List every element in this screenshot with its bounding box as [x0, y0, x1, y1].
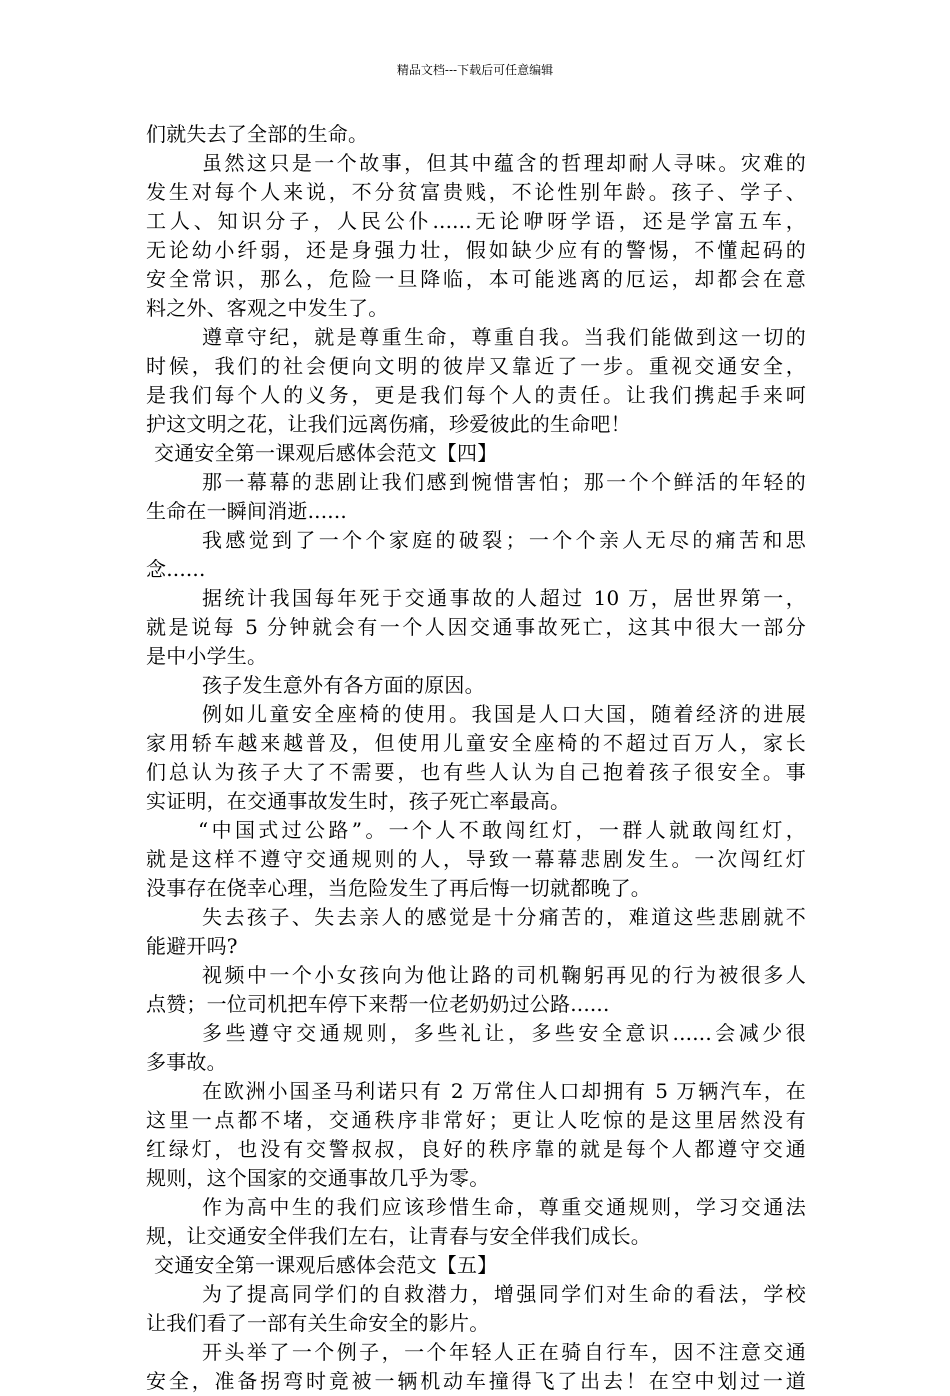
- text-line: 实证明，在交通事故发生时，孩子死亡率最高。: [146, 789, 571, 813]
- text-line: 工人、知识分子，人民公仆......无论咿呀学语，还是学富五车，: [146, 209, 806, 233]
- text-line: 失去孩子、失去亲人的感觉是十分痛苦的，难道这些悲剧就不: [202, 905, 806, 929]
- text-line: 多些遵守交通规则，多些礼让，多些安全意识......会减少很: [202, 1021, 806, 1045]
- text-line: 我感觉到了一个个家庭的破裂；一个个亲人无尽的痛苦和思: [202, 528, 806, 552]
- text-line: 让我们看了一部有关生命安全的影片。: [146, 1311, 490, 1335]
- text-line: 就是这样不遵守交通规则的人，导致一幕幕悲剧发生。一次闯红灯: [146, 847, 806, 871]
- text-line: 视频中一个小女孩向为他让路的司机鞠躬再见的行为被很多人: [202, 963, 806, 987]
- text-line: 这里一点都不堵，交通秩序非常好；更让人吃惊的是这里居然没有: [146, 1108, 806, 1132]
- text-line: 料之外、客观之中发生了。: [146, 296, 389, 320]
- text-line: 生命在一瞬间消逝......: [146, 499, 347, 523]
- text-line: 作为高中生的我们应该珍惜生命，尊重交通规则，学习交通法: [202, 1195, 806, 1219]
- document-body: [146, 120, 806, 1396]
- text-line: 开头举了一个例子，一个年轻人正在骑自行车，因不注意交通: [202, 1340, 806, 1364]
- text-line: 是我们每个人的义务，更是我们每个人的责任。让我们携起手来呵: [146, 383, 806, 407]
- text-line: 护这文明之花，让我们远离伤痛，珍爱彼此的生命吧！: [146, 412, 631, 436]
- text-line: 规则，这个国家的交通事故几乎为零。: [146, 1166, 490, 1190]
- text-line: 们就失去了全部的生命。: [146, 122, 369, 146]
- text-line: 虽然这只是一个故事，但其中蕴含的哲理却耐人寻味。灾难的: [202, 151, 806, 175]
- text-line: 是中小学生。: [146, 644, 268, 668]
- text-line: “中国式过公路”。一个人不敢闯红灯，一群人就敢闯红灯，: [198, 818, 806, 842]
- text-line: 无论幼小纤弱，还是身强力壮，假如缺少应有的警惕，不懂起码的: [146, 238, 806, 262]
- text-line: 据统计我国每年死于交通事故的人超过 10 万，居世界第一，: [202, 586, 806, 610]
- text-line: 红绿灯，也没有交警叔叔，良好的秩序靠的就是每个人都遵守交通: [146, 1137, 806, 1161]
- text-line: 就是说每 5 分钟就会有一个人因交通事故死亡，这其中很大一部分: [146, 615, 806, 639]
- text-line: 交通安全第一课观后感体会范文【五】: [154, 1253, 498, 1277]
- text-line: 交通安全第一课观后感体会范文【四】: [154, 441, 498, 465]
- text-line: 安全常识，那么，危险一旦降临，本可能逃离的厄运，却都会在意: [146, 267, 806, 291]
- text-line: 点赞；一位司机把车停下来帮一位老奶奶过公路......: [146, 992, 610, 1016]
- text-line: 念......: [146, 557, 206, 581]
- text-line: 那一幕幕的悲剧让我们感到惋惜害怕；那一个个鲜活的年轻的: [202, 470, 806, 494]
- text-line: 没事存在侥幸心理，当危险发生了再后悔一切就都晚了。: [146, 876, 651, 900]
- text-line: 能避开吗?: [146, 934, 238, 958]
- text-line: 规，让交通安全伴我们左右，让青春与安全伴我们成长。: [146, 1224, 651, 1248]
- text-line: 在欧洲小国圣马利诺只有 2 万常住人口却拥有 5 万辆汽车，在: [202, 1079, 806, 1103]
- text-line: 孩子发生意外有各方面的原因。: [202, 673, 485, 697]
- text-line: 例如儿童安全座椅的使用。我国是人口大国，随着经济的进展: [202, 702, 806, 726]
- page-header: 精品文档---下载后可任意编辑: [396, 63, 554, 77]
- text-line: 为了提高同学们的自救潜力，增强同学们对生命的看法，学校: [202, 1282, 806, 1306]
- text-line: 们总认为孩子大了不需要，也有些人认为自己抱着孩子很安全。事: [146, 760, 806, 784]
- text-line: 发生对每个人来说，不分贫富贵贱，不论性别年龄。孩子、学子、: [146, 180, 806, 204]
- text-line: 家用轿车越来越普及，但使用儿童安全座椅的不超过百万人，家长: [146, 731, 806, 755]
- text-line: 多事故。: [146, 1050, 227, 1074]
- text-line: 遵章守纪，就是尊重生命，尊重自我。当我们能做到这一切的: [202, 325, 806, 349]
- text-line: 安全，准备拐弯时竟被一辆机动车撞得飞了出去！在空中划过一道: [146, 1369, 806, 1393]
- text-line: 时候，我们的社会便向文明的彼岸又靠近了一步。重视交通安全，: [146, 354, 806, 378]
